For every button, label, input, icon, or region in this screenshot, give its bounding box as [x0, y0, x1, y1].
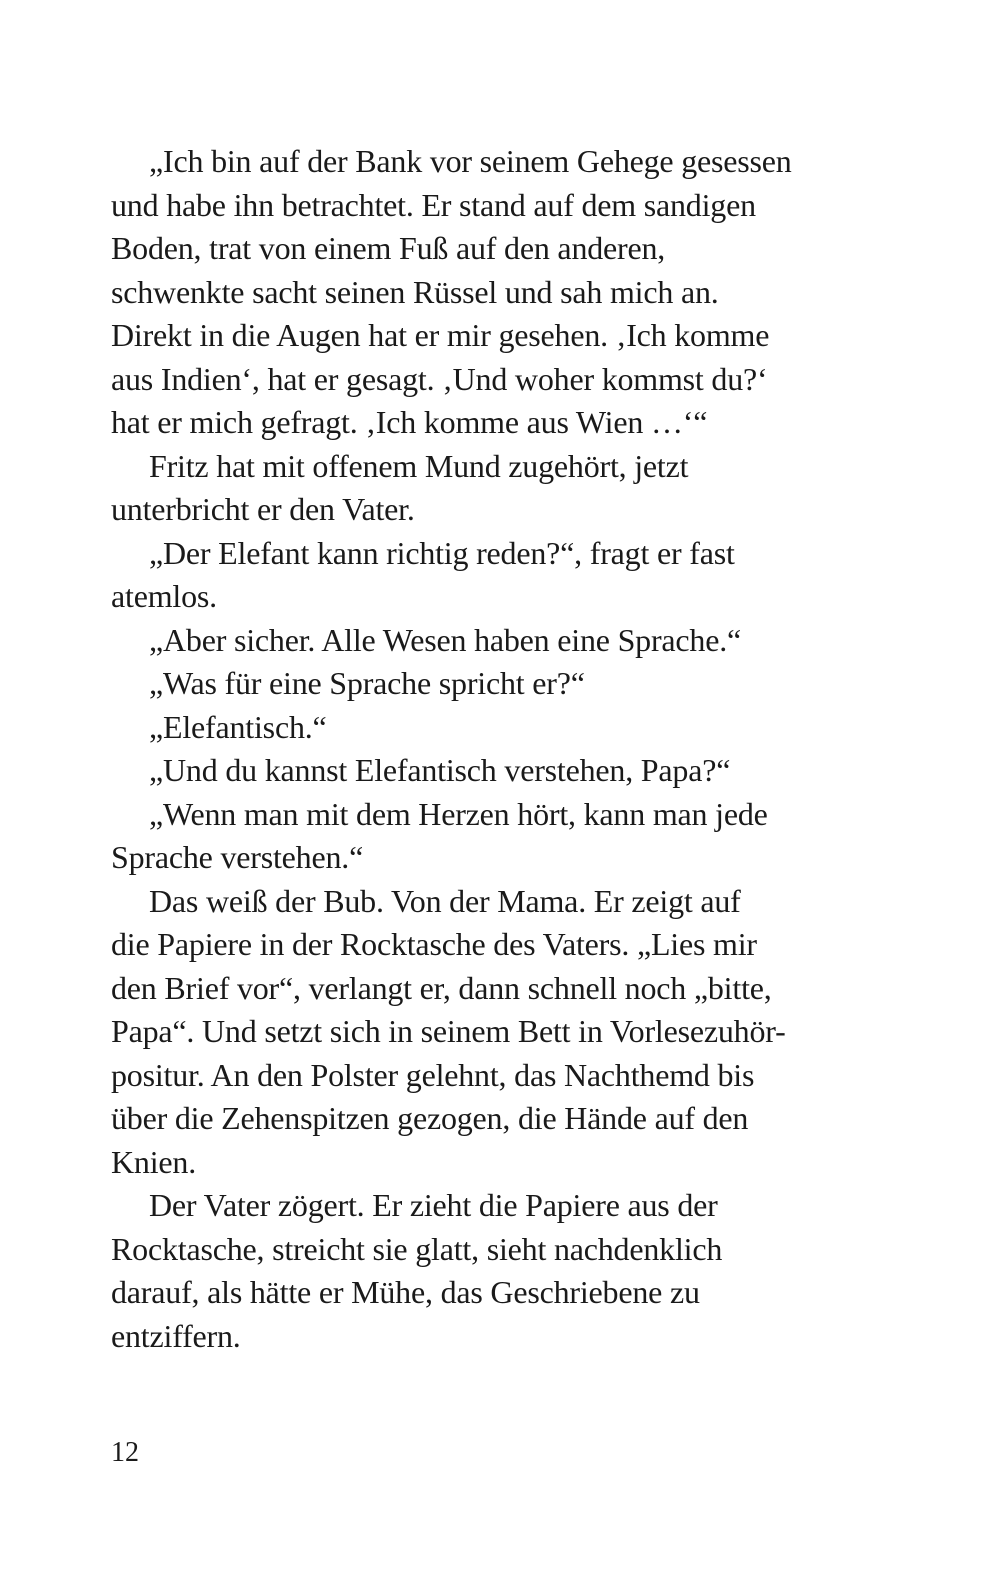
text-line: „Elefantisch.“	[149, 708, 327, 745]
text-line: unterbricht er den Vater.	[111, 491, 415, 527]
paragraph	[111, 662, 871, 706]
paragraph	[111, 445, 871, 532]
text-line: Direkt in die Augen hat er mir gesehen. ‚Ich komme	[111, 317, 770, 353]
body-text	[111, 140, 871, 1358]
paragraph	[111, 140, 871, 445]
text-line: Boden, trat von einem Fuß auf den anderen,	[111, 230, 666, 266]
text-line: darauf, als hätte er Mühe, das Geschriebene zu	[111, 1274, 700, 1310]
text-line: „Aber sicher. Alle Wesen haben eine Sprache.“	[149, 621, 742, 658]
text-line: Rocktasche, streicht sie glatt, sieht nachdenklich	[111, 1230, 723, 1267]
text-line: Der Vater zögert. Er zieht die Papiere aus der	[149, 1187, 718, 1223]
paragraph	[111, 1184, 871, 1358]
paragraph	[111, 749, 871, 793]
text-line: „Ich bin auf der Bank vor seinem Gehege gesessen	[149, 143, 792, 179]
text-line: Knien.	[111, 1143, 197, 1180]
text-line: atemlos.	[111, 578, 217, 614]
text-line: „Der Elefant kann richtig reden?“, fragt er fast	[149, 534, 735, 571]
text-line: hat er mich gefragt. ‚Ich komme aus Wien …‘“	[111, 404, 708, 440]
paragraph	[111, 532, 871, 619]
text-line: Das weiß der Bub. Von der Mama. Er zeigt auf	[149, 882, 741, 919]
text-line: schwenkte sacht seinen Rüssel und sah mich an.	[111, 273, 719, 310]
text-line: Papa“. Und setzt sich in seinem Bett in Vorlesezuhör-	[111, 1013, 786, 1049]
page-number: 12	[111, 1437, 139, 1468]
text-line: und habe ihn betrachtet. Er stand auf dem sandigen	[111, 186, 756, 223]
text-line: Fritz hat mit offenem Mund zugehört, jetzt	[149, 447, 689, 484]
text-line: Sprache verstehen.“	[111, 839, 364, 875]
text-line: positur. An den Polster gelehnt, das Nachthemd bis	[111, 1056, 755, 1093]
text-line: „Wenn man mit dem Herzen hört, kann man jede	[149, 795, 768, 832]
text-line: „Und du kannst Elefantisch verstehen, Papa?“	[149, 752, 731, 788]
text-line: entziffern.	[111, 1317, 241, 1354]
text-line: über die Zehenspitzen gezogen, die Hände auf den	[111, 1100, 749, 1136]
paragraph	[111, 706, 871, 750]
paragraph	[111, 793, 871, 880]
paragraph	[111, 619, 871, 663]
text-line: die Papiere in der Rocktasche des Vaters. „Lies mir	[111, 926, 757, 962]
text-line: aus Indien‘, hat er gesagt. ‚Und woher kommst du?‘	[111, 360, 768, 397]
text-line: „Was für eine Sprache spricht er?“	[149, 665, 585, 701]
paragraph	[111, 880, 871, 1185]
text-line: den Brief vor“, verlangt er, dann schnell noch „bitte,	[111, 969, 772, 1006]
